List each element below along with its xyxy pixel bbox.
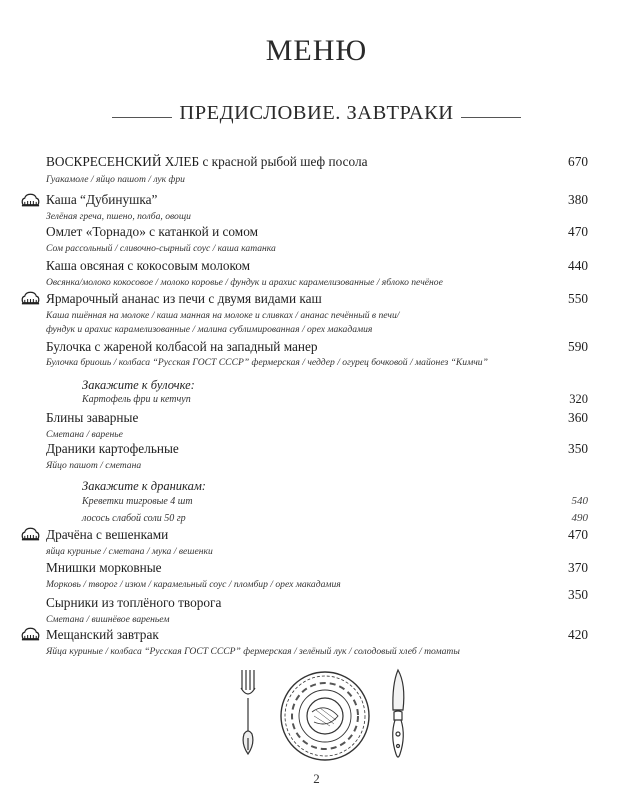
menu-item-name: Мещанский завтрак	[46, 627, 159, 642]
menu-item-price: 420	[568, 627, 588, 642]
menu-item-desc: Сметана / вишнёвое вареньем	[46, 614, 170, 625]
menu-item-desc: фундук и арахис карамелизованные / малина сублимированная / орех макадамия	[46, 324, 373, 335]
menu-item-name: Драчёна с вешенками	[46, 527, 169, 542]
menu-item-name: Драники картофельные	[46, 441, 179, 456]
addon-item-price: 540	[571, 495, 588, 507]
menu-item-name: Булочка с жареной колбасой на западный манер	[46, 339, 318, 354]
tableware-illustration	[230, 664, 420, 766]
menu-item-price: 470	[568, 527, 588, 542]
menu-item-desc: Морковь / творог / изюм / карамельный соус / пломбир / орех макадамия	[46, 579, 341, 590]
menu-item-name: Блины заварные	[46, 410, 139, 425]
addon-heading: Закажите к драникам:	[82, 479, 206, 493]
menu-item-name: Омлет «Торнадо» с катанкой и сомом	[46, 224, 259, 239]
chef-hat-icon	[20, 627, 41, 641]
addon-item-name: Креветки тигровые 4 шт	[82, 496, 193, 507]
menu-item-price: 370	[568, 560, 588, 575]
menu-item-name: Сырники из топлёного творога	[46, 595, 222, 610]
menu-item-price: 590	[568, 339, 588, 354]
menu-item-name: Мнишки морковные	[46, 560, 162, 575]
menu-item-price: 360	[568, 410, 588, 425]
menu-item-price: 350	[568, 587, 588, 602]
addon-item-price: 320	[569, 392, 588, 406]
menu-item-desc: Гуакамоле / яйцо пашот / лук фри	[46, 174, 185, 185]
menu-item-desc: яйца куриные / сметана / мука / вешенки	[46, 546, 213, 557]
menu-item-desc: Булочка бриошь / колбаса “Русская ГОСТ СССР” фермерская / чеддер / огурец бочковой / майонез “Кимчи”	[46, 357, 488, 368]
menu-item-desc: Сом рассольный / сливочно-сырный соус / каша катанка	[46, 243, 276, 254]
menu-item-name: Ярмарочный ананас из печи с двумя видами каш	[46, 291, 322, 306]
addon-heading: Закажите к булочке:	[82, 378, 195, 392]
addon-item-name: Картофель фри и кетчуп	[82, 394, 191, 405]
menu-item-price: 670	[568, 154, 588, 169]
chef-hat-icon	[20, 193, 41, 207]
page-number: 2	[313, 771, 320, 786]
page-title: МЕНЮ	[265, 34, 368, 67]
menu-item-name: Каша овсяная с кокосовым молоком	[46, 258, 251, 273]
menu-item-price: 440	[568, 258, 588, 273]
chef-hat-icon	[20, 527, 41, 541]
menu-item-desc: Овсянка/молоко кокосовое / молоко коровье / фундук и арахис карамелизованные / яблоко печёное	[46, 277, 443, 288]
menu-item-price: 380	[568, 192, 588, 207]
knife-icon	[393, 670, 404, 757]
menu-item-price: 550	[568, 291, 588, 306]
section-header	[0, 102, 633, 125]
section-title: ПРЕДИСЛОВИЕ. ЗАВТРАКИ	[179, 102, 454, 124]
addon-item-name: лосось слабой соли 50 гр	[82, 513, 186, 524]
menu-item-name: Каша “Дубинушка”	[46, 192, 158, 207]
addon-item-price: 490	[571, 512, 588, 524]
menu-item-price: 470	[568, 224, 588, 239]
menu-item-desc: Яйца куриные / колбаса “Русская ГОСТ СССР” фермерская / зелёный лук / солодовый хлеб / томаты	[46, 646, 460, 657]
fork-icon	[241, 670, 255, 754]
menu-item-desc: Зелёная греча, пшено, полба, овощи	[46, 211, 191, 222]
menu-item-desc: Каша пшённая на молоке / каша манная на молоке и сливках / ананас печённый в печи/	[46, 310, 400, 321]
plate-icon	[281, 672, 369, 760]
menu-item-name: ВОСКРЕСЕНСКИЙ ХЛЕБ с красной рыбой шеф посола	[46, 154, 368, 169]
divider	[112, 117, 172, 118]
divider	[461, 117, 521, 118]
chef-hat-icon	[20, 291, 41, 305]
menu-item-desc: Сметана / варенье	[46, 429, 123, 440]
menu-item-price: 350	[568, 441, 588, 456]
menu-item-desc: Яйцо пашот / сметана	[46, 460, 142, 471]
